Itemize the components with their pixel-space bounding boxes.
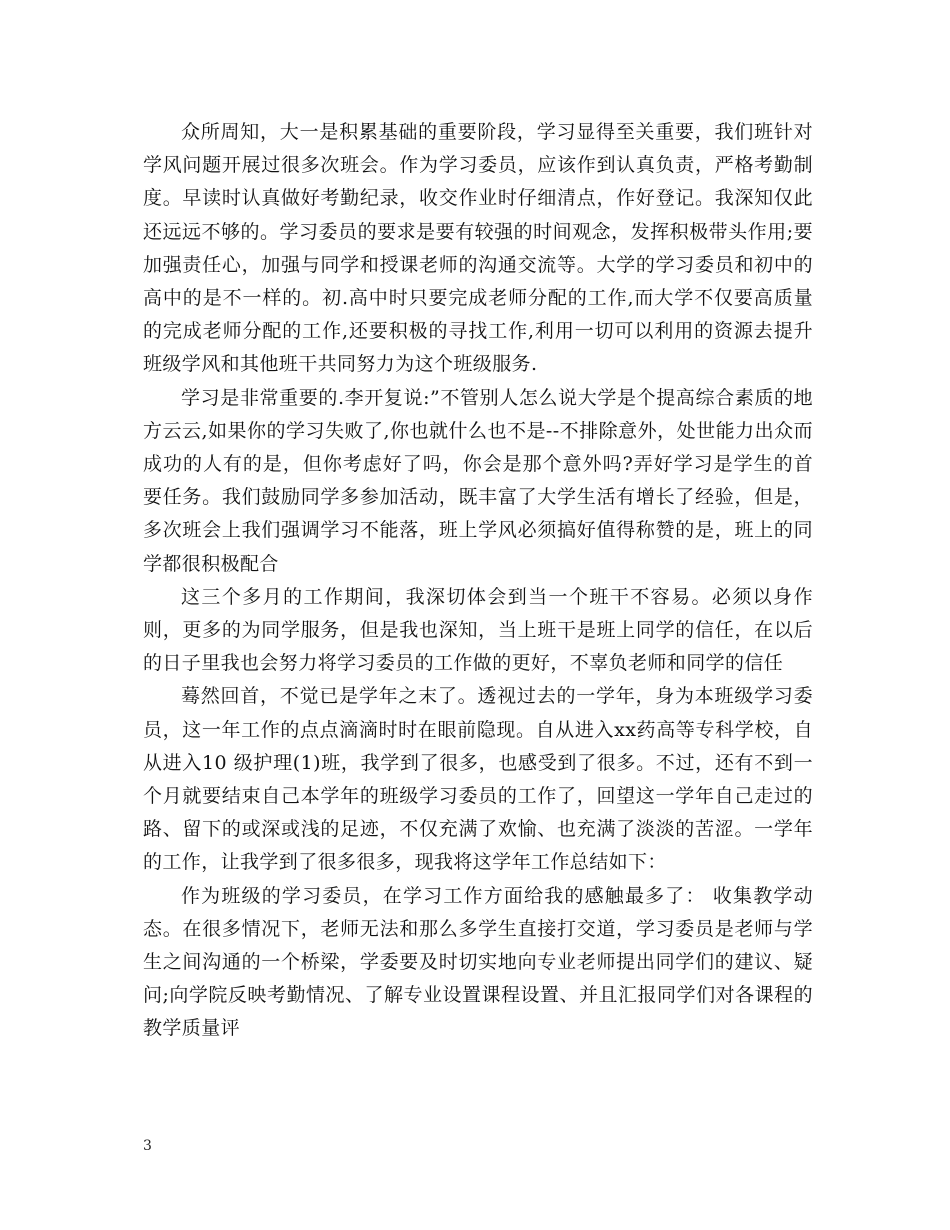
page-number: 3 <box>143 1138 152 1154</box>
document-body <box>143 116 813 1046</box>
paragraph: 这三个多月的工作期间，我深切体会到当一个班干不容易。必须以身作则，更多的为同学服务，但是我也深知，当上班干是班上同学的信任，在以后的日子里我也会努力将学习委员的工作做的更好，不辜负老师和同学的信任 <box>143 585 813 675</box>
paragraph: 众所周知，大一是积累基础的重要阶段，学习显得至关重要，我们班针对学风问题开展过很多次班会。作为学习委员，应该作到认真负责，严格考勤制度。早读时认真做好考勤纪录，收交作业时仔细清点，作好登记。我深知仅此还远远不够的。学习委员的要求是要有较强的时间观念，发挥积极带头作用;要加强责任心，加强与同学和授课老师的沟通交流等。大学的学习委员和初中的高中的是不一样的。初.高中时只要完成老师分配的工作,而大学不仅要高质量的完成老师分配的工作,还要积极的寻找工作,利用一切可以利用的资源去提升班级学风和其他班干共同努力为这个班级服务. <box>143 121 813 376</box>
paragraph: 学习是非常重要的.李开复说:”不管别人怎么说大学是个提高综合素质的地方云云,如果你的学习失败了,你也就什么也不是--不排除意外，处世能力出众而成功的人有的是，但你考虑好了吗，你会是那个意外吗?弄好学习是学生的首要任务。我们鼓励同学多参加活动，既丰富了大学生活有增长了经验，但是，多次班会上我们强调学习不能落，班上学风必须搞好值得称赞的是，班上的同学都很积极配合 <box>143 386 813 575</box>
paragraph: 作为班级的学习委员，在学习工作方面给我的感触最多了： 收集教学动态。在很多情况下，老师无法和那么多学生直接打交道，学习委员是老师与学生之间沟通的一个桥梁，学委要及时切实地向专业老师提出同学们的建议、疑问;向学院反映考勤情况、了解专业设置课程设置、并且汇报同学们对各课程的教学质量评 <box>143 884 813 1040</box>
paragraph: 蓦然回首，不觉已是学年之末了。透视过去的一学年，身为本班级学习委员，这一年工作的点点滴滴时时在眼前隐现。自从进入xx药高等专科学校，自从进入10 级护理(1)班，我学到了很多，也感受到了很多。不过，还有不到一个月就要结束自己本学年的班级学习委员的工作了，回望这一学年自己走过的路、留下的或深或浅的足迹，不仅充满了欢愉、也充满了淡淡的苦涩。一学年的工作，让我学到了很多很多，现我将这学年工作总结如下： <box>143 685 813 874</box>
